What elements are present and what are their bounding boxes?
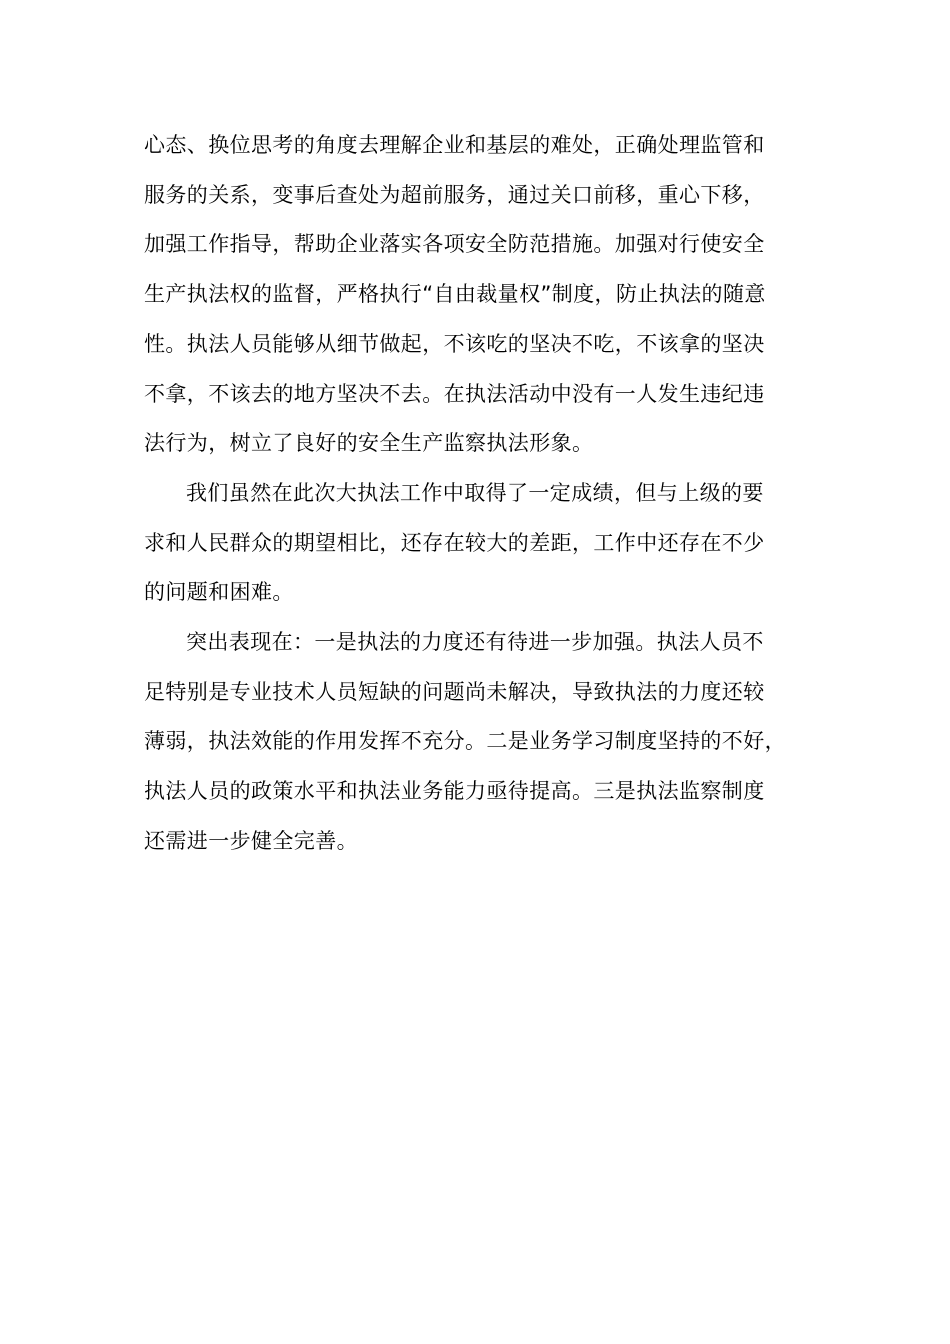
paragraph-3 bbox=[144, 618, 814, 867]
text-line: 心态、换位思考的角度去理解企业和基层的难处，正确处理监管和 bbox=[144, 133, 765, 157]
text-line: 的问题和困难。 bbox=[144, 580, 294, 605]
text-line: 突出表现在：一是执法的力度还有待进一步加强。执法人员不 bbox=[186, 630, 764, 655]
text-line: 求和人民群众的期望相比，还存在较大的差距，工作中还存在不少 bbox=[144, 530, 765, 555]
text-line: 性。执法人员能够从细节做起，不该吃的坚决不吃，不该拿的坚决 bbox=[144, 331, 765, 356]
text-line: 足特别是专业技术人员短缺的问题尚未解决，导致执法的力度还较 bbox=[144, 679, 765, 704]
paragraph-1 bbox=[144, 121, 814, 469]
text-line: 不拿，不该去的地方坚决不去。在执法活动中没有一人发生违纪违 bbox=[144, 381, 765, 406]
document-body bbox=[144, 121, 814, 867]
text-line: 薄弱，执法效能的作用发挥不充分。二是业务学习制度坚持的不好， bbox=[144, 729, 786, 754]
text-line: 法行为，树立了良好的安全生产监察执法形象。 bbox=[144, 431, 594, 456]
text-line: 我们虽然在此次大执法工作中取得了一定成绩，但与上级的要 bbox=[186, 480, 764, 505]
text-line: 执法人员的政策水平和执法业务能力亟待提高。三是执法监察制度 bbox=[144, 779, 765, 804]
text-line: 服务的关系，变事后查处为超前服务，通过关口前移，重心下移， bbox=[144, 182, 765, 207]
text-line: 生产执法权的监督，严格执行“自由裁量权”制度，防止执法的随意 bbox=[144, 282, 766, 307]
text-line: 加强工作指导，帮助企业落实各项安全防范措施。加强对行使安全 bbox=[144, 232, 765, 257]
text-line: 还需进一步健全完善。 bbox=[144, 828, 358, 853]
paragraph-2 bbox=[144, 469, 814, 618]
